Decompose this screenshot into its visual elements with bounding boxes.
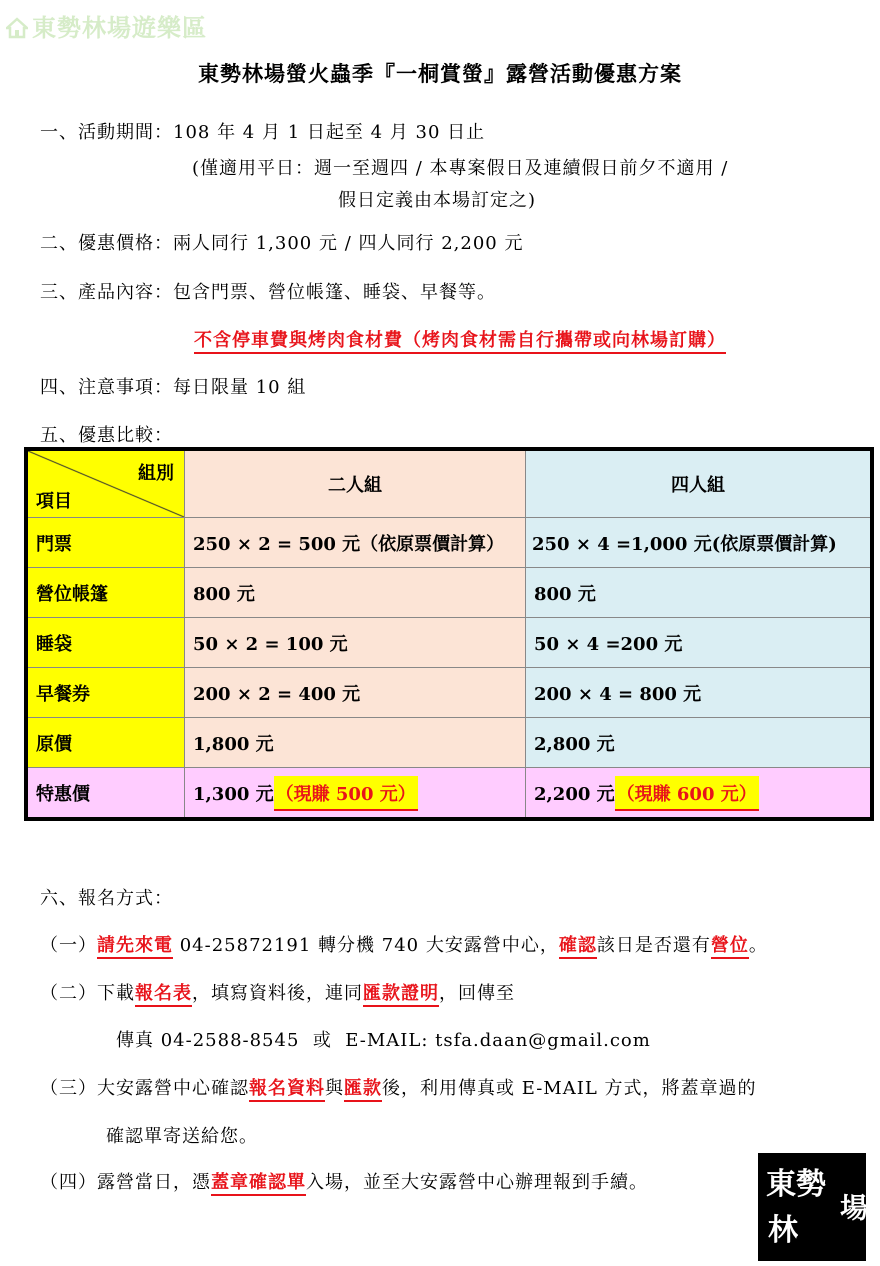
step1-call: 請先來電 [97,935,173,959]
corner-top-label: 組別 [138,463,174,484]
row-item: 營位帳篷 [26,568,185,618]
row-two-value: 200 × 2 = 400 元 [185,668,526,718]
table-row [26,618,872,668]
signup-step4 [40,1168,648,1194]
table-header-row [26,449,872,518]
price-value: 兩人同行 1,300 元 / 四人同行 2,200 元 [173,233,524,254]
special-two-cell [185,768,526,820]
row-four-value: 800 元 [526,568,873,618]
special-four-save: （現賺 600 元） [615,776,759,811]
watermark [6,8,207,43]
step4-prefix: （四）露營當日，憑 [40,1172,211,1193]
row-four-value: 50 × 4 =200 元 [526,618,873,668]
row-four-value: 250 × 4 =1,000 元(依原票價計算) [526,518,873,568]
step1-prefix: （一） [40,935,97,956]
special-four-price: 2,200 元 [534,783,615,805]
row-item: 門票 [26,518,185,568]
table-corner-cell [26,449,185,518]
step2-proof: 匯款證明 [363,983,439,1007]
period-label: 一、活動期間： [40,122,173,143]
price-label: 二、優惠價格： [40,233,173,254]
signup-contact: 傳真 04-2588-8545 或 E-MAIL: tsfa.daan@gmail.com [116,1030,651,1051]
row-four-value: 200 × 4 = 800 元 [526,668,873,718]
corner-bottom-label: 項目 [36,491,72,512]
notice-label: 四、注意事項： [40,377,173,398]
row-item: 早餐券 [26,668,185,718]
step2-end: ，回傳至 [439,983,515,1004]
row-two-value: 50 × 2 = 100 元 [185,618,526,668]
signup-step1 [40,931,768,957]
column-header-two: 二人組 [185,449,526,518]
compare-label: 五、優惠比較： [40,425,173,446]
step1-phone: 04-25872191 轉分機 740 大安露營中心， [173,935,559,956]
notice-line [40,373,306,399]
row-item: 原價 [26,718,185,768]
logo-text-2: 林 [768,1213,798,1248]
logo-text-1: 東勢 [766,1167,826,1202]
signup-step2 [40,979,515,1005]
watermark-text: 東勢林場遊樂區 [32,14,207,42]
row-item: 睡袋 [26,618,185,668]
special-price-row [26,768,872,820]
forest-farm-logo [758,1153,869,1261]
step3-data: 報名資料 [249,1078,325,1102]
comparison-table [24,447,874,821]
period-note2: 假日定義由本場訂定之) [338,190,537,211]
house-icon [6,17,28,39]
step4-stamp: 蓋章確認單 [211,1172,306,1196]
row-two-value: 800 元 [185,568,526,618]
page-title: 東勢林場螢火蟲季『一桐賞螢』露營活動優惠方案 [198,62,682,86]
content-value: 包含門票、營位帳篷、睡袋、早餐等。 [173,282,496,303]
step3-end: 後，利用傳真或 E-MAIL 方式，將蓋章過的 [382,1078,757,1099]
step3-remit: 匯款 [344,1078,382,1102]
signup-heading: 六、報名方式： [40,888,173,909]
step3-prefix: （三）大安露營中心確認 [40,1078,249,1099]
content-line [40,278,496,304]
period-note1: (僅適用平日：週一至週四 / 本專案假日及連續假日前夕不適用 / [192,158,729,179]
row-four-value: 2,800 元 [526,718,873,768]
table-row [26,668,872,718]
column-header-four: 四人組 [526,449,873,518]
step1-end: 。 [748,935,768,956]
content-note [194,326,726,352]
step2-mid: ，填寫資料後，連同 [192,983,363,1004]
row-two-value: 1,800 元 [185,718,526,768]
period-value: 108 年 4 月 1 日起至 4 月 30 日止 [173,122,486,143]
notice-value: 每日限量 10 組 [173,377,307,398]
logo-text-3: 場 [836,1193,869,1221]
table-row [26,718,872,768]
row-item: 特惠價 [26,768,185,820]
signup-step3 [40,1074,757,1100]
special-four-cell [526,768,873,820]
step1-confirm: 確認 [559,935,597,959]
content-label: 三、產品內容： [40,282,173,303]
step2-form: 報名表 [135,983,192,1007]
signup-step3-line2: 確認單寄送給您。 [106,1126,258,1147]
special-two-price: 1,300 元 [193,783,274,805]
row-two-value: 250 × 2 = 500 元（依原票價計算） [185,518,526,568]
table-row [26,518,872,568]
step3-and: 與 [325,1078,344,1099]
special-two-save: （現賺 500 元） [274,776,418,811]
period-line [40,118,485,144]
step1-site: 營位 [711,935,749,959]
table-row [26,568,872,618]
content-note-text: 不含停車費與烤肉食材費（烤肉食材需自行攜帶或向林場訂購） [194,330,726,354]
step2-prefix: （二）下載 [40,983,135,1004]
price-line [40,229,523,255]
step4-end: 入場，並至大安露營中心辦理報到手續。 [306,1172,648,1193]
step1-mid: 該日是否還有 [596,935,711,956]
